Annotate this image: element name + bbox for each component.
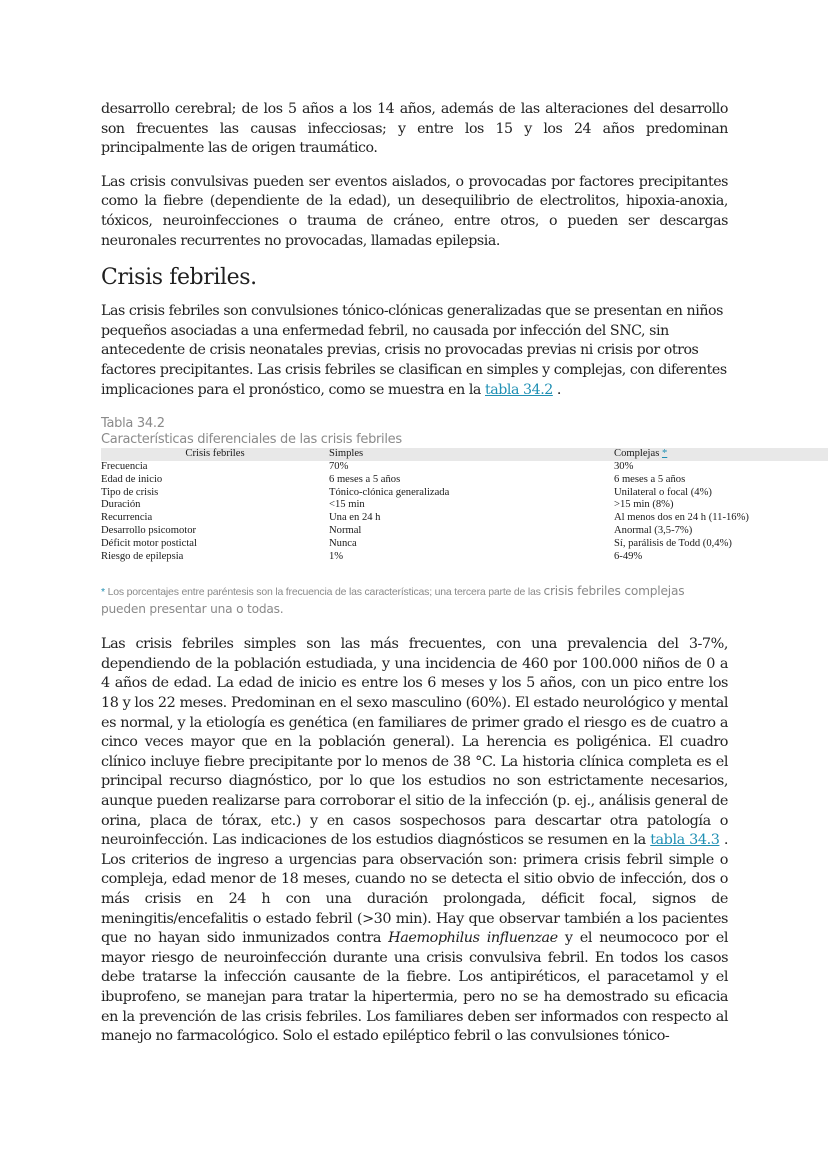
table-34-3-link[interactable]: tabla 34.3 [650,832,720,849]
paragraph-febrile-definition [101,302,728,400]
table-row [101,551,828,564]
row-label: Tipo de crisis [101,486,159,498]
row-label: Recurrencia [101,512,153,524]
cell-simples: Nunca [329,537,357,549]
row-label: Riesgo de epilepsia [101,550,184,562]
footnote-small-text: Los porcentajes entre paréntesis son la frecuencia de las características; una tercera parte de las [104,586,544,599]
row-label: Déficit motor postictal [101,537,197,549]
cell-simples: Tónico-clónica generalizada [329,486,450,498]
table-row [101,474,828,487]
document-page [101,100,749,1047]
febrile-crises-table [101,448,828,563]
cell-complejas: Al menos dos en 24 h (11-16%) [614,512,749,524]
paragraph-text: . [552,381,561,398]
table-header-row [101,448,828,461]
table-footnote [101,583,728,619]
table-row [101,487,828,500]
table-row [101,538,828,551]
cell-complejas: Anormal (3,5-7%) [614,524,693,536]
section-heading-febrile-crises: Crisis febriles. [101,265,257,291]
cell-simples: 1% [329,550,344,562]
cell-complejas: Sí, parálisis de Todd (0,4%) [614,537,732,549]
cell-simples: Una en 24 h [329,512,381,524]
table-title: Características diferenciales de las crisis febriles [101,432,402,448]
cell-complejas: 30% [614,460,634,472]
paragraph-text: Las crisis febriles son convulsiones tónico-clónicas generalizadas que se presentan en niños pequeños asociadas a una enfermedad febril, no causada por infección del SNC, sin antecedente de crisis neonatales previas, crisis no provocadas previas ni crisis por otros factores precipitantes. Las crisis febriles se clasifican en simples y complejas, con diferentes implicaciones para el pronóstico, como se muestra en la [101,303,727,398]
cell-simples: 6 meses a 5 años [329,473,401,485]
paragraph-text: . Los criterios de ingreso a urgencias para observación son: primera crisis febril simple o compleja, edad menor de 18 meses, cuando no se detecta el sitio obvio de infección, dos o más crisis en 24 h con una duración prolongada, déficit focal, signos de meningitis/encefalitis o estado febril (>30 min). Hay que observar también a los pacientes que no hayan sido inmunizados contra [101,832,728,947]
cell-simples: <15 min [329,499,365,511]
table-label: Tabla 34.2 [101,416,165,432]
cell-complejas: >15 min (8%) [614,499,674,511]
species-name-italic: Haemophilus influenzae [388,930,558,947]
footnote-marker-link[interactable]: * [661,448,668,460]
header-crisis-febriles: Crisis febriles [101,448,329,461]
header-complejas-label: Complejas [614,448,660,460]
cell-simples: 70% [329,460,349,472]
footnote-marker: * [101,586,105,599]
row-label: Duración [101,499,141,511]
row-label: Edad de inicio [101,473,163,485]
paragraph-convulsive-crises: Las crisis convulsivas pueden ser eventos aislados, o provocadas por factores precipitantes como la fiebre (dependiente de la edad), un desequilibrio de electrolitos, hipoxia-anoxia, tóxicos, neuroinfecciones o trauma de cráneo, entre otros, o pueden ser descargas neuronales recurrentes no provocadas, llamadas epilepsia. [101,173,728,249]
table-row [101,461,828,474]
paragraph-simple-febrile-crises [101,635,728,1046]
table-row [101,525,828,538]
header-simples: Simples [329,448,614,461]
cell-complejas: 6 meses a 5 años [614,473,686,485]
footnote-large-text: crisis febriles complejas pueden presentar una o todas. [101,584,685,617]
paragraph-text: y el neumococo por el mayor riesgo de neuroinfección durante una crisis convulsiva febril. En todos los casos debe tratarse la infección causante de la fiebre. Los antipiréticos, el paracetamol y el ibuprofeno, se manejan para tratar la hipertermia, pero no se ha demostrado su eficacia en la prevención de las crisis febriles. Los familiares deben ser informados con respecto al manejo no farmacológico. Solo el estado epiléptico febril o las convulsiones tónico- [101,930,728,1045]
table-34-2-link[interactable]: tabla 34.2 [485,381,553,398]
paragraph-age-causes: desarrollo cerebral; de los 5 años a los 14 años, además de las alteraciones del desarrollo son frecuentes las causas infecciosas; y entre los 15 y los 24 años predominan principalmente las de origen traumático. [101,101,728,157]
row-label: Frecuencia [101,460,148,472]
table-row [101,499,828,512]
row-label: Desarrollo psicomotor [101,524,197,536]
cell-simples: Normal [329,524,362,536]
paragraph-text: Las crisis febriles simples son las más frecuentes, con una prevalencia del 3-7%, dependiendo de la población estudiada, y una incidencia de 460 por 100.000 niños de 0 a 4 años de edad. La edad de inicio es entre los 6 meses y los 5 años, con un pico entre los 18 y los 22 meses. Predominan en el sexo masculino (60%). El estado neurológico y mental es normal, y la etiología es genética (en familiares de primer grado el riesgo es de cuatro a cinco veces mayor que en la población general). La herencia es poligénica. El cuadro clínico incluye fiebre precipitante por lo menos de 38 °C. La historia clínica completa es el principal recurso diagnóstico, por lo que los estudios no son estrictamente necesarios, aunque pueden realizarse para corroborar el sitio de la infección (p. ej., análisis general de orina, placa de tórax, etc.) y en casos sospechosos para descartar otra patología o neuroinfección. Las indicaciones de los estudios diagnósticos se resumen en la [101,636,728,849]
table-row [101,512,828,525]
cell-complejas: 6-49% [614,550,643,562]
cell-complejas: Unilateral o focal (4%) [614,486,712,498]
header-complejas [614,448,828,461]
